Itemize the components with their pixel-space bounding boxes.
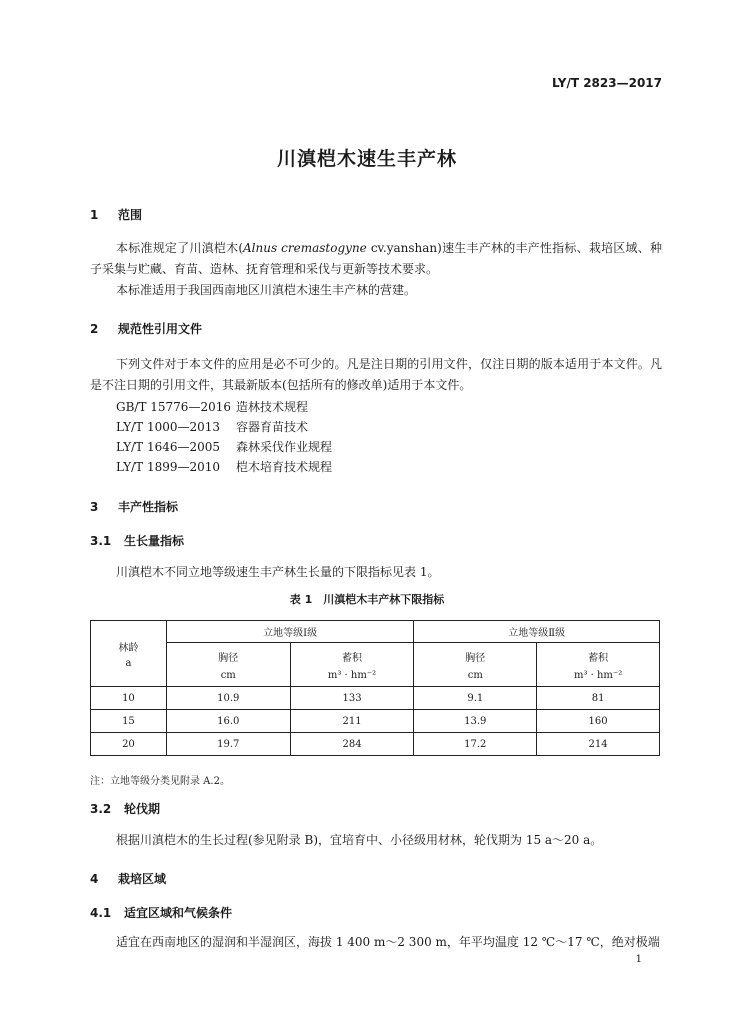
- dbh-unit: cm: [467, 669, 483, 681]
- dbh-cell: 16.0: [166, 710, 290, 733]
- reference-title: 森林采伐作业规程: [236, 440, 333, 454]
- volume-cell: 133: [290, 687, 414, 710]
- page-number: 1: [635, 954, 642, 965]
- age-cell: 15: [91, 710, 167, 733]
- age-cell: 20: [91, 733, 167, 756]
- age-header-cell: [91, 621, 167, 687]
- dbh-header: 胸径: [218, 652, 239, 664]
- volume-header-cell: [290, 643, 414, 687]
- dbh-header: 胸径: [465, 652, 486, 664]
- region-paragraph: [90, 932, 662, 953]
- scope-paragraph-1: [90, 238, 662, 280]
- section-3-2-heading: [90, 800, 160, 817]
- volume-cell: 284: [290, 733, 414, 756]
- dbh-cell: 9.1: [414, 687, 537, 710]
- section-number: 1: [90, 208, 99, 222]
- section-title: 范围: [118, 208, 143, 222]
- volume-header-cell: [537, 643, 660, 687]
- table-row: [91, 733, 660, 756]
- volume-cell: 211: [290, 710, 414, 733]
- section-4-heading: [90, 870, 166, 887]
- reference-item: [116, 438, 332, 455]
- age-unit: a: [125, 657, 132, 669]
- table-row: [91, 710, 660, 733]
- volume-cell: 214: [537, 733, 660, 756]
- scope-paragraph-2: [90, 280, 662, 301]
- normative-intro: [90, 354, 662, 396]
- scope-text-2: 本标准适用于我国西南地区川滇桤木速生丰产林的营建。: [116, 283, 417, 297]
- growth-paragraph: [90, 562, 662, 583]
- section-number: 2: [90, 322, 99, 336]
- section-number: 3.1: [90, 534, 112, 548]
- normative-intro-text: 下列文件对于本文件的应用是必不可少的。凡是注日期的引用文件，仅注日期的版本适用于本文件。凡是不注日期的引用文件，其最新版本(包括所有的修改单)适用于本文件。: [90, 357, 662, 392]
- section-title: 轮伐期: [124, 802, 161, 816]
- section-1-heading: [90, 206, 142, 223]
- reference-title: 桤木培育技术规程: [236, 460, 333, 474]
- growth-index-table: [90, 620, 660, 756]
- reference-item: [116, 398, 308, 415]
- dbh-cell: 17.2: [414, 733, 537, 756]
- scope-text-b: cv.yanshan)速生丰产林的丰产性指标、栽培区域、种子采集与贮藏、育苗、造林、抚育管理和采伐与更新等技术要求。: [90, 241, 663, 276]
- reference-code: GB/T 15776—2016: [116, 400, 231, 414]
- reference-item: [116, 418, 308, 435]
- table-note: 注：立地等级分类见附录 A.2。: [90, 776, 230, 787]
- section-title: 生长量指标: [124, 534, 185, 548]
- standard-code: LY/T 2823—2017: [551, 76, 662, 90]
- dbh-cell: 13.9: [414, 710, 537, 733]
- section-number: 3.2: [90, 802, 112, 816]
- reference-code: LY/T 1646—2005: [116, 440, 221, 454]
- section-2-heading: [90, 320, 202, 337]
- section-title: 丰产性指标: [118, 500, 179, 514]
- region-text: 适宜在西南地区的湿润和半湿润区，海拔 1 400 m～2 300 m，年平均温度 12 ℃～17 ℃，绝对极端: [116, 935, 660, 949]
- reference-title: 造林技术规程: [236, 400, 309, 414]
- reference-item: [116, 458, 332, 475]
- grade-2-header: 立地等级Ⅱ级: [414, 621, 660, 643]
- reference-title: 容器育苗技术: [236, 420, 309, 434]
- document-title: 川滇桤木速生丰产林: [276, 148, 457, 170]
- section-title: 栽培区域: [118, 872, 167, 886]
- dbh-header-cell: [414, 643, 537, 687]
- rotation-paragraph: [90, 830, 662, 851]
- grade-1-header: 立地等级Ⅰ级: [166, 621, 414, 643]
- section-title: 规范性引用文件: [118, 322, 203, 336]
- section-4-1-heading: [90, 904, 232, 921]
- volume-header: 蓄积: [588, 652, 609, 664]
- age-header: 林龄: [118, 642, 139, 654]
- dbh-unit: cm: [220, 669, 236, 681]
- reference-code: LY/T 1000—2013: [116, 420, 221, 434]
- reference-code: LY/T 1899—2010: [116, 460, 221, 474]
- table-caption: 表 1 川滇桤木丰产林下限指标: [289, 593, 445, 606]
- volume-cell: 160: [537, 710, 660, 733]
- dbh-header-cell: [166, 643, 290, 687]
- section-number: 3: [90, 500, 99, 514]
- rotation-text: 根据川滇桤木的生长过程(参见附录 B)，宜培育中、小径级用材林，轮伐期为 15 a～20 a。: [116, 833, 603, 847]
- table-row: [91, 687, 660, 710]
- volume-cell: 81: [537, 687, 660, 710]
- section-3-heading: [90, 498, 178, 515]
- section-number: 4: [90, 872, 99, 886]
- latin-name: Alnus cremastogyne: [243, 241, 367, 255]
- section-title: 适宜区域和气候条件: [124, 906, 233, 920]
- dbh-cell: 19.7: [166, 733, 290, 756]
- section-3-1-heading: [90, 532, 184, 549]
- growth-text: 川滇桤木不同立地等级速生丰产林生长量的下限指标见表 1。: [116, 565, 440, 579]
- volume-header: 蓄积: [342, 652, 363, 664]
- scope-text-a: 本标准规定了川滇桤木(: [116, 241, 244, 255]
- dbh-cell: 10.9: [166, 687, 290, 710]
- volume-unit: m³ · hm⁻²: [327, 669, 377, 681]
- volume-unit: m³ · hm⁻²: [573, 669, 623, 681]
- age-cell: 10: [91, 687, 167, 710]
- section-number: 4.1: [90, 906, 112, 920]
